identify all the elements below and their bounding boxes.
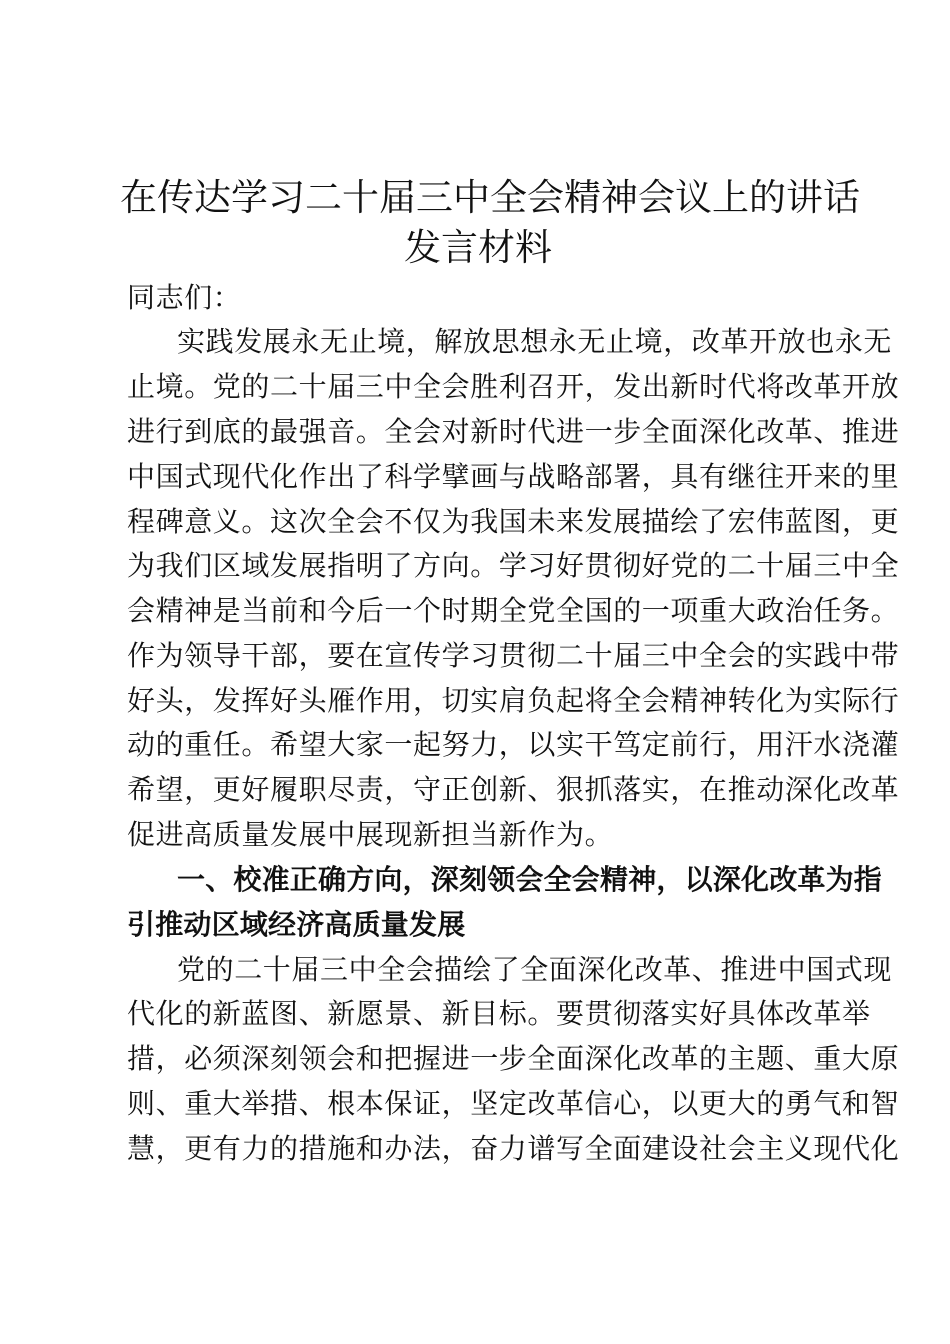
- document-title-line-2: 发言材料: [404, 226, 552, 269]
- paragraph2-line-1: 党的二十届三中全会描绘了全面深化改革、推进中国式现: [177, 953, 893, 986]
- paragraph1-line-6: 为我们区域发展指明了方向。学习好贯彻好党的二十届三中全: [127, 549, 900, 582]
- section-heading-line-1: 一、校准正确方向，深刻领会全会精神，以深化改革为指: [177, 863, 883, 896]
- salutation: 同志们：: [127, 281, 242, 314]
- paragraph1-line-12: 促进高质量发展中展现新担当新作为。: [127, 818, 614, 851]
- paragraph2-line-4: 则、重大举措、根本保证，坚定改革信心，以更大的勇气和智: [127, 1087, 900, 1120]
- paragraph1-line-3: 进行到底的最强音。全会对新时代进一步全面深化改革、推进: [127, 415, 900, 448]
- paragraph2-line-5: 慧，更有力的措施和办法，奋力谱写全面建设社会主义现代化: [127, 1132, 900, 1165]
- paragraph1-line-4: 中国式现代化作出了科学擘画与战略部署，具有继往开来的里: [127, 460, 900, 493]
- paragraph2-line-2: 代化的新蓝图、新愿景、新目标。要贯彻落实好具体改革举: [127, 997, 871, 1030]
- paragraph2-line-3: 措，必须深刻领会和把握进一步全面深化改革的主题、重大原: [127, 1042, 900, 1075]
- paragraph1-line-5: 程碑意义。这次全会不仅为我国未来发展描绘了宏伟蓝图，更: [127, 505, 900, 538]
- paragraph1-line-11: 希望，更好履职尽责，守正创新、狠抓落实，在推动深化改革: [127, 773, 900, 806]
- paragraph1-line-8: 作为领导干部，要在宣传学习贯彻二十届三中全会的实践中带: [127, 639, 900, 672]
- paragraph1-line-7: 会精神是当前和今后一个时期全党全国的一项重大政治任务。: [127, 594, 900, 627]
- document-title-line-1: 在传达学习二十届三中全会精神会议上的讲话: [120, 176, 860, 219]
- paragraph1-line-9: 好头，发挥好头雁作用，切实肩负起将全会精神转化为实际行: [127, 684, 900, 717]
- paragraph1-line-10: 动的重任。希望大家一起努力，以实干笃定前行，用汗水浇灌: [127, 728, 900, 761]
- paragraph1-line-1: 实践发展永无止境，解放思想永无止境，改革开放也永无: [177, 325, 893, 358]
- paragraph1-line-2: 止境。党的二十届三中全会胜利召开，发出新时代将改革开放: [127, 370, 900, 403]
- section-heading-line-2: 引推动区域经济高质量发展: [127, 908, 466, 941]
